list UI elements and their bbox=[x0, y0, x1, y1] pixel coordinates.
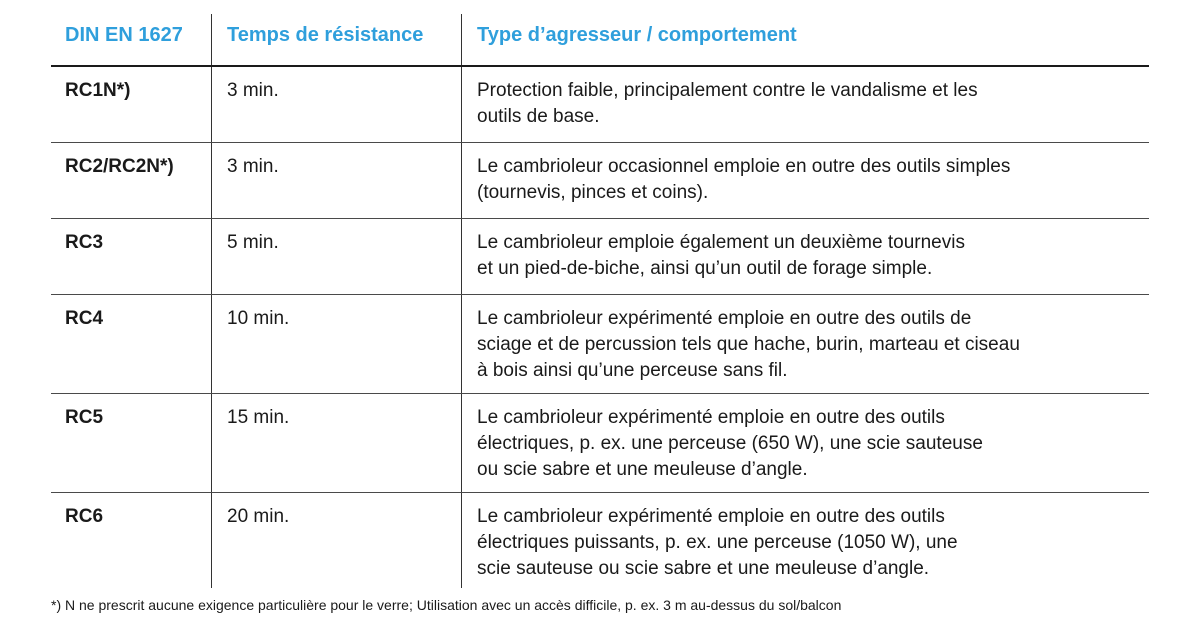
attacker-description: Le cambrioleur emploie également un deuxième tournevis et un pied-de-biche, ainsi qu’un outil de forage simple. bbox=[477, 232, 965, 279]
attacker-description: Le cambrioleur expérimenté emploie en outre des outils de sciage et de percussion tels que hache, burin, marteau et ciseau à bois ainsi qu’une perceuse sans fil. bbox=[477, 308, 1020, 381]
table-row bbox=[51, 219, 1149, 295]
header-resistance-time: Temps de résistance bbox=[227, 24, 424, 46]
table-header bbox=[51, 14, 1149, 67]
header-standard: DIN EN 1627 bbox=[65, 24, 183, 46]
resistance-class: RC2/RC2N*) bbox=[65, 156, 174, 177]
table-row bbox=[51, 493, 1149, 591]
table-row bbox=[51, 67, 1149, 143]
resistance-time: 20 min. bbox=[227, 506, 290, 527]
resistance-time: 15 min. bbox=[227, 407, 290, 428]
resistance-class: RC4 bbox=[65, 308, 104, 329]
table-row bbox=[51, 394, 1149, 493]
footnote: *) N ne prescrit aucune exigence particulière pour le verre; Utilisation avec un accès difficile, p. ex. 3 m au-dessus du sol/balcon bbox=[51, 597, 842, 613]
table-row bbox=[51, 143, 1149, 219]
resistance-class: RC3 bbox=[65, 232, 104, 253]
header-attacker-type: Type d’agresseur / comportement bbox=[477, 24, 797, 46]
attacker-description: Le cambrioleur expérimenté emploie en outre des outils électriques, p. ex. une perceuse (650 W), une scie sauteuse ou scie sabre et une meuleuse d’angle. bbox=[477, 407, 983, 480]
resistance-time: 5 min. bbox=[227, 232, 279, 253]
resistance-class: RC1N*) bbox=[65, 80, 131, 101]
resistance-time: 3 min. bbox=[227, 80, 279, 101]
resistance-class-table bbox=[51, 14, 1149, 591]
resistance-time: 3 min. bbox=[227, 156, 279, 177]
resistance-time: 10 min. bbox=[227, 308, 290, 329]
resistance-class: RC6 bbox=[65, 506, 104, 527]
attacker-description: Protection faible, principalement contre le vandalisme et les outils de base. bbox=[477, 80, 978, 127]
attacker-description: Le cambrioleur expérimenté emploie en outre des outils électriques puissants, p. ex. une perceuse (1050 W), une scie sauteuse ou scie sabre et une meuleuse d’angle. bbox=[477, 506, 958, 579]
attacker-description: Le cambrioleur occasionnel emploie en outre des outils simples (tournevis, pinces et coins). bbox=[477, 156, 1011, 203]
resistance-class: RC5 bbox=[65, 407, 104, 428]
table-row bbox=[51, 295, 1149, 394]
